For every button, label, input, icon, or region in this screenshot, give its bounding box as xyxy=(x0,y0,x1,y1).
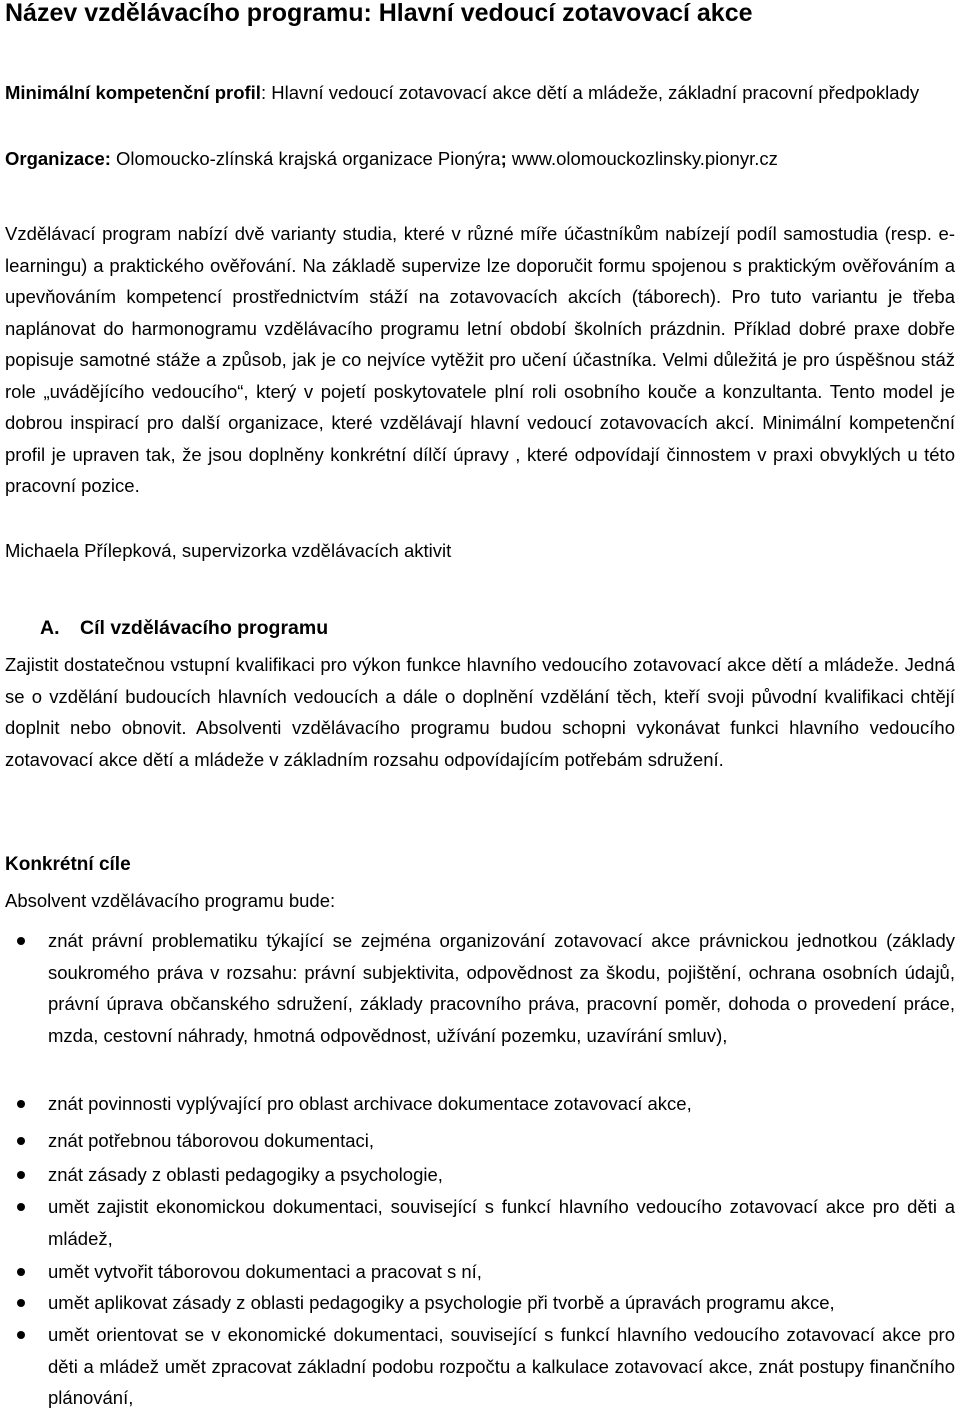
profile-label: Minimální kompetenční profil xyxy=(5,82,261,103)
section-a-title: Cíl vzdělávacího programu xyxy=(80,617,329,639)
profile-text: : Hlavní vedoucí zotavovací akce dětí a mládeže, základní pracovní předpoklady xyxy=(260,82,920,103)
list-item-text: znát zásady z oblasti pedagogiky a psychologie, xyxy=(48,1164,443,1185)
signature: Michaela Přílepková, supervizorka vzdělávacích aktivit xyxy=(5,540,452,561)
list-item-text: umět zajistit ekonomickou dokumentaci, související s funkcí hlavního vedoucího zotavovací akce pro děti a mládež, xyxy=(48,1196,955,1249)
organization-url[interactable]: www.olomouckozlinsky.pionyr.cz xyxy=(506,148,778,169)
goals-heading: Konkrétní cíle xyxy=(5,854,131,875)
bullet-icon xyxy=(17,1137,25,1145)
list-item-text: umět aplikovat zásady z oblasti pedagogiky a psychologie při tvorbě a úpravách programu akce, xyxy=(48,1292,835,1313)
bullet-icon xyxy=(17,1299,25,1307)
list-item-text: znát potřebnou táborovou dokumentaci, xyxy=(48,1130,375,1151)
bullet-icon xyxy=(17,1331,25,1339)
bullet-icon xyxy=(17,937,25,945)
profile-paragraph xyxy=(5,77,955,109)
intro-part1: Vzdělávací program nabízí dvě varianty studia, které v různé míře účastníkům nabízejí podíl samostudia (resp. e-learningu) a praktického ověřování. xyxy=(5,223,955,276)
section-a-paragraph: Zajistit dostatečnou vstupní kvalifikaci pro výkon funkce hlavního vedoucího zotavovací akce dětí a mládeže. Jedná se o vzdělání budoucích hlavních vedoucích a dále o doplnění vzdělání těch, kteří svoji původní kvalifikaci chtějí doplnit nebo obnovit. Absolventi vzdělávacího programu budou schopni vykonávat funkci hlavního vedoucího zotavovací akce dětí a mládeže v základním rozsahu odpovídajícím potřebám sdružení. xyxy=(5,654,955,770)
list-item-text: umět vytvořit táborovou dokumentaci a pracovat s ní, xyxy=(48,1261,482,1282)
bullet-icon xyxy=(17,1100,25,1108)
intro-part2: Na základě supervize lze doporučit formu spojenou s praktickým ověřováním a upevňováním kompetencí prostřednictvím stáží na zotavovacích akcích (táborech). Pro tuto variantu je třeba naplánovat do harmonogramu vzdělávacího programu letní období školních prázdnin. Příklad dobré praxe dobře popisuje samotné stáže a způsob, jak je co nejvíce vytěžit pro učení účastníka. Velmi důležitá je pro úspěšnou stáž role „uvádějícího vedoucího“, který v pojetí poskytovatele plní roli osobního kouče a konzultanta. Tento model je dobrou inspirací pro další organizace, které vzdělávají hlavní vedoucí zotavovacích akcí. Minimální kompetenční profil je upraven tak, že jsou doplněny konkrétní dílčí úpravy , které odpovídají činnostem v praxi obvyklých u této pracovní pozice. xyxy=(5,254,955,496)
list-item-text: umět orientovat se v ekonomické dokumentaci, související s funkcí hlavního vedoucího zotavovací akce pro děti a mládež umět zpracovat základní podobu rozpočtu a kalkulace zotavovací akce, znát postupy finančního plánování, xyxy=(48,1324,955,1408)
bullet-icon xyxy=(17,1171,25,1179)
goals-lead: Absolvent vzdělávacího programu bude: xyxy=(5,890,336,911)
intro-paragraph xyxy=(5,218,955,502)
organization-label: Organizace: xyxy=(5,148,111,169)
list-item-text: znát právní problematiku týkající se zejména organizování zotavovací akce právnickou jednotkou (základy soukromého práva v rozsahu: právní subjektivita, odpovědnost za škodu, pojištění, ochrana osobních údajů, právní úprava občanského sdružení, základy pracovního práva, pracovní poměr, dohoda o provedení práce, mzda, cestovní náhrady, hmotná odpovědnost, užívání pozemku, uzavírání smluv), xyxy=(48,930,955,1046)
bullet-icon xyxy=(17,1268,25,1276)
organization-separator: ; xyxy=(500,148,507,169)
section-a-heading xyxy=(40,614,328,642)
section-a-letter: A. xyxy=(40,617,60,639)
list-item-text: znát povinnosti vyplývající pro oblast archivace dokumentace zotavovací akce, xyxy=(48,1093,692,1114)
organization-name: Olomoucko-zlínská krajská organizace Pionýra xyxy=(110,148,501,169)
page-title: Název vzdělávacího programu: Hlavní vedoucí zotavovací akce xyxy=(5,0,753,27)
organization-line xyxy=(5,143,955,175)
bullet-icon xyxy=(17,1203,25,1211)
